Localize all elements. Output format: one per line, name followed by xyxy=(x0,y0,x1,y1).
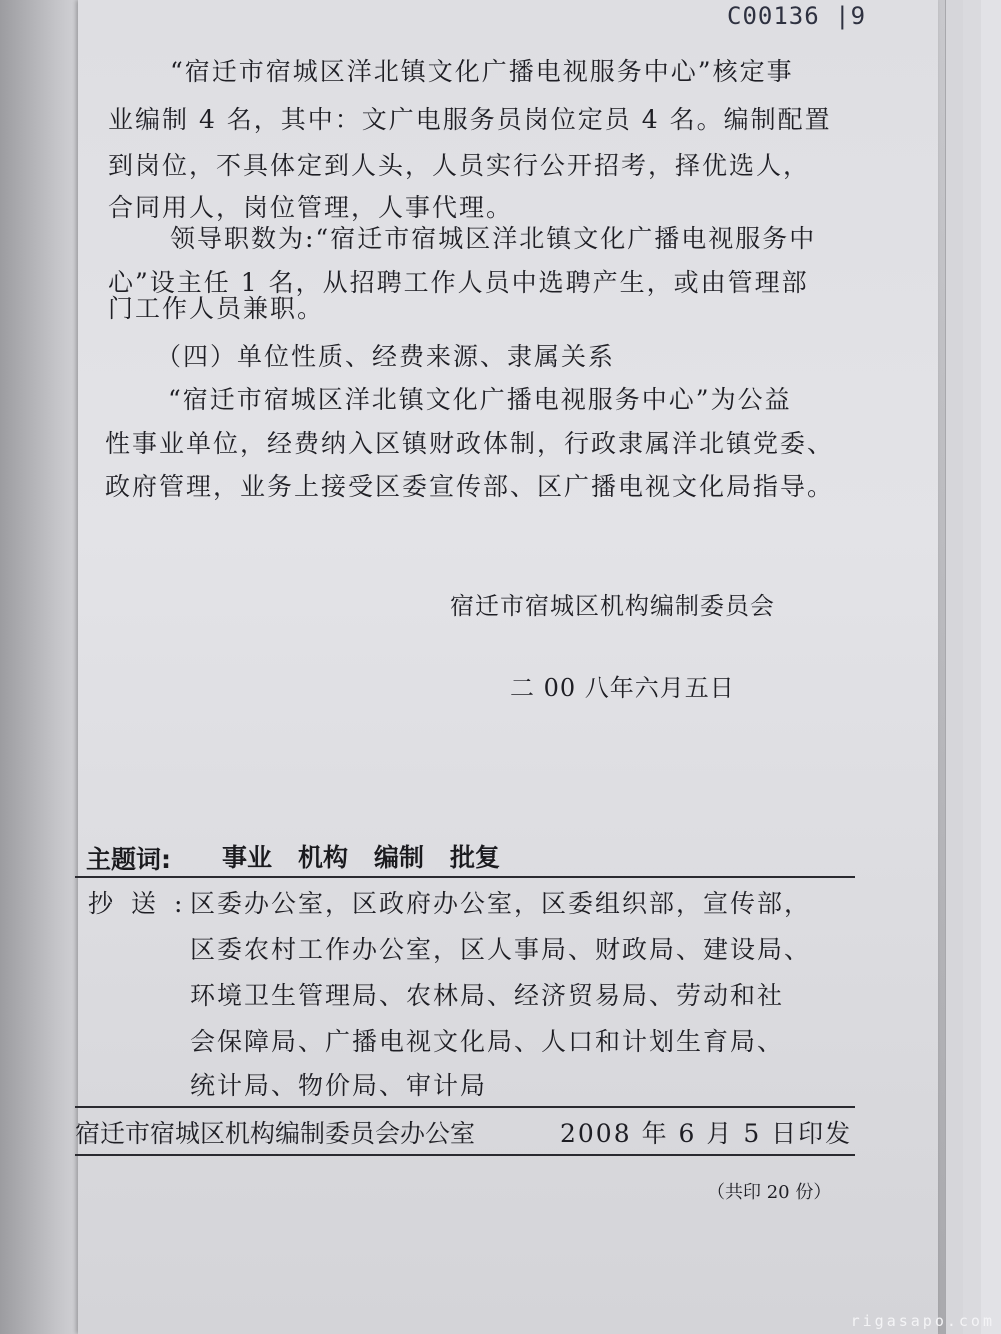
body-line: 合同用人，岗位管理，人事代理。 xyxy=(108,193,514,222)
footer-issuer: 宿迁市宿城区机构编制委员会办公室 xyxy=(75,1119,476,1148)
paper-stack-edge xyxy=(945,0,963,1334)
cc-line: 统计局、物价局、审计局 xyxy=(190,1071,488,1100)
subject-label: 主题词: xyxy=(86,845,171,874)
left-page-edge xyxy=(0,0,80,1334)
footer-issue-date: 2008 年 6 月 5 日印发 xyxy=(560,1119,853,1148)
body-line: 领导职数为:“宿迁市宿城区洋北镇文化广播电视服务中 xyxy=(170,224,817,253)
cc-label: 抄送: xyxy=(88,889,201,918)
body-line: 心”设主任 1 名，从招聘工作人员中选聘产生，或由管理部 xyxy=(108,268,809,297)
paper-stack-edge xyxy=(980,0,1001,1334)
watermark: rigasapo.com xyxy=(850,1312,995,1330)
divider xyxy=(75,1106,855,1108)
body-line: 业编制 4 名，其中：文广电服务员岗位定员 4 名。编制配置 xyxy=(108,105,832,134)
copies-count: （共印 20 份） xyxy=(707,1182,832,1203)
divider xyxy=(75,876,855,878)
serial-number: C00136 |9 xyxy=(727,2,867,30)
cc-line: 环境卫生管理局、农林局、经济贸易局、劳动和社 xyxy=(190,981,785,1010)
subject-word: 事业 xyxy=(222,843,273,872)
body-line: 政府管理，业务上接受区委宣传部、区广播电视文化局指导。 xyxy=(105,472,835,501)
cc-line: 区委办公室，区政府办公室，区委组织部，宣传部， xyxy=(190,889,812,918)
section-heading: （四）单位性质、经费来源、隶属关系 xyxy=(156,342,616,371)
body-line: 门工作人员兼职。 xyxy=(108,294,325,323)
subject-word: 编制 xyxy=(374,843,425,872)
paper-stack-edge xyxy=(962,0,981,1334)
signature-date: 二 00 八年六月五日 xyxy=(510,674,735,702)
signature-org: 宿迁市宿城区机构编制委员会 xyxy=(450,592,775,620)
divider xyxy=(75,1154,855,1156)
cc-line: 会保障局、广播电视文化局、人口和计划生育局、 xyxy=(190,1027,785,1056)
body-line: “宿迁市宿城区洋北镇文化广播电视服务中心”为公益 xyxy=(168,385,792,414)
subject-word: 批复 xyxy=(450,843,501,872)
cc-line: 区委农村工作办公室，区人事局、财政局、建设局、 xyxy=(190,935,812,964)
subject-words xyxy=(222,838,500,874)
body-line: 性事业单位，经费纳入区镇财政体制，行政隶属洋北镇党委、 xyxy=(105,429,835,458)
subject-word: 机构 xyxy=(298,843,349,872)
body-line: “宿迁市宿城区洋北镇文化广播电视服务中心”核定事 xyxy=(170,57,794,86)
body-line: 到岗位，不具体定到人头，人员实行公开招考，择优选人， xyxy=(108,151,811,180)
